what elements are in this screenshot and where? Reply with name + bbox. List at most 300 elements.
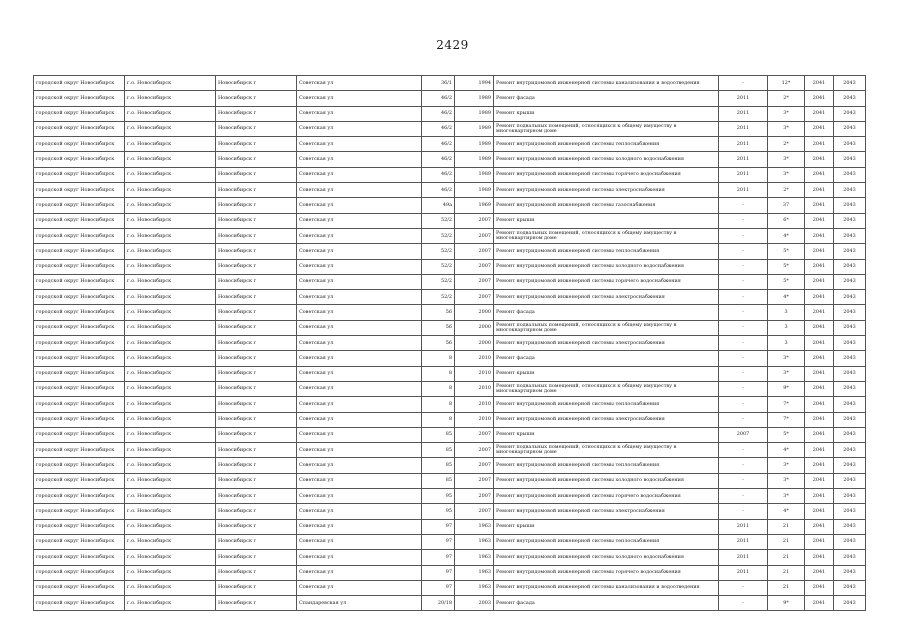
municipality-cell: городской округ Новосибирск bbox=[34, 137, 125, 152]
district-cell: г.о. Новосибирск bbox=[125, 167, 216, 182]
municipality-cell: городской округ Новосибирск bbox=[34, 366, 125, 381]
last-repair-cell: - bbox=[719, 443, 768, 458]
city-cell: Новосибирск г bbox=[216, 458, 297, 473]
plan-start-cell: 2041 bbox=[805, 397, 834, 412]
municipality-cell: городской округ Новосибирск bbox=[34, 290, 125, 305]
district-cell: г.о. Новосибирск bbox=[125, 565, 216, 580]
municipality-cell: городской округ Новосибирск bbox=[34, 320, 125, 335]
street-cell: Советская ул bbox=[297, 366, 422, 381]
street-cell: Советская ул bbox=[297, 213, 422, 228]
table-row bbox=[34, 489, 866, 504]
street-cell: Советская ул bbox=[297, 198, 422, 213]
wear-cell: 5* bbox=[768, 274, 805, 289]
district-cell: г.о. Новосибирск bbox=[125, 458, 216, 473]
street-cell: Советская ул bbox=[297, 397, 422, 412]
plan-end-cell: 2043 bbox=[834, 91, 866, 106]
table-body bbox=[34, 76, 866, 611]
plan-end-cell: 2043 bbox=[834, 121, 866, 136]
plan-end-cell: 2043 bbox=[834, 473, 866, 488]
house-cell: 46/2 bbox=[422, 167, 455, 182]
last-repair-cell: - bbox=[719, 381, 768, 396]
district-cell: г.о. Новосибирск bbox=[125, 489, 216, 504]
district-cell: г.о. Новосибирск bbox=[125, 336, 216, 351]
wear-cell: 21 bbox=[768, 534, 805, 549]
municipality-cell: городской округ Новосибирск bbox=[34, 489, 125, 504]
plan-start-cell: 2041 bbox=[805, 121, 834, 136]
year-built-cell: 2010 bbox=[455, 351, 494, 366]
house-cell: 97 bbox=[422, 519, 455, 534]
house-cell: 46/2 bbox=[422, 91, 455, 106]
city-cell: Новосибирск г bbox=[216, 167, 297, 182]
municipality-cell: городской округ Новосибирск bbox=[34, 259, 125, 274]
plan-end-cell: 2043 bbox=[834, 458, 866, 473]
wear-cell: 21 bbox=[768, 550, 805, 565]
city-cell: Новосибирск г bbox=[216, 397, 297, 412]
city-cell: Новосибирск г bbox=[216, 443, 297, 458]
wear-cell: 3* bbox=[768, 167, 805, 182]
last-repair-cell: - bbox=[719, 458, 768, 473]
table-row bbox=[34, 320, 866, 335]
municipality-cell: городской округ Новосибирск bbox=[34, 519, 125, 534]
city-cell: Новосибирск г bbox=[216, 183, 297, 198]
last-repair-cell: 2011 bbox=[719, 534, 768, 549]
plan-start-cell: 2041 bbox=[805, 76, 834, 91]
last-repair-cell: - bbox=[719, 366, 768, 381]
plan-start-cell: 2041 bbox=[805, 198, 834, 213]
last-repair-cell: - bbox=[719, 351, 768, 366]
district-cell: г.о. Новосибирск bbox=[125, 274, 216, 289]
district-cell: г.о. Новосибирск bbox=[125, 443, 216, 458]
city-cell: Новосибирск г bbox=[216, 274, 297, 289]
street-cell: Советская ул bbox=[297, 351, 422, 366]
year-built-cell: 2010 bbox=[455, 381, 494, 396]
plan-start-cell: 2041 bbox=[805, 228, 834, 243]
work-type-cell: Ремонт внутридомовой инженерной системы электроснабжения bbox=[494, 336, 719, 351]
street-cell: Советская ул bbox=[297, 259, 422, 274]
municipality-cell: городской округ Новосибирск bbox=[34, 427, 125, 442]
table-row bbox=[34, 412, 866, 427]
work-type-cell: Ремонт фасада bbox=[494, 596, 719, 611]
plan-start-cell: 2041 bbox=[805, 167, 834, 182]
wear-cell: 21 bbox=[768, 519, 805, 534]
last-repair-cell: - bbox=[719, 259, 768, 274]
work-type-cell: Ремонт внутридомовой инженерной системы холодного водоснабжения bbox=[494, 152, 719, 167]
wear-cell: 21 bbox=[768, 580, 805, 595]
wear-cell: 3* bbox=[768, 458, 805, 473]
city-cell: Новосибирск г bbox=[216, 121, 297, 136]
district-cell: г.о. Новосибирск bbox=[125, 320, 216, 335]
wear-cell: 9* bbox=[768, 596, 805, 611]
work-type-cell: Ремонт внутридомовой инженерной системы канализования и водоотведения bbox=[494, 76, 719, 91]
table-row bbox=[34, 290, 866, 305]
plan-start-cell: 2041 bbox=[805, 534, 834, 549]
house-cell: 46/2 bbox=[422, 121, 455, 136]
wear-cell: 3* bbox=[768, 351, 805, 366]
work-type-cell: Ремонт внутридомовой инженерной системы теплоснабжения bbox=[494, 458, 719, 473]
last-repair-cell: - bbox=[719, 336, 768, 351]
work-type-cell: Ремонт крыши bbox=[494, 519, 719, 534]
house-cell: 8 bbox=[422, 381, 455, 396]
city-cell: Новосибирск г bbox=[216, 580, 297, 595]
plan-start-cell: 2041 bbox=[805, 412, 834, 427]
year-built-cell: 2007 bbox=[455, 458, 494, 473]
plan-start-cell: 2041 bbox=[805, 259, 834, 274]
district-cell: г.о. Новосибирск bbox=[125, 137, 216, 152]
house-cell: 8 bbox=[422, 412, 455, 427]
work-type-cell: Ремонт крыши bbox=[494, 427, 719, 442]
last-repair-cell: - bbox=[719, 412, 768, 427]
plan-end-cell: 2043 bbox=[834, 76, 866, 91]
city-cell: Новосибирск г bbox=[216, 504, 297, 519]
street-cell: Советская ул bbox=[297, 76, 422, 91]
last-repair-cell: 2011 bbox=[719, 106, 768, 121]
plan-end-cell: 2043 bbox=[834, 596, 866, 611]
table-row bbox=[34, 381, 866, 396]
plan-start-cell: 2041 bbox=[805, 320, 834, 335]
year-built-cell: 2007 bbox=[455, 489, 494, 504]
last-repair-cell: - bbox=[719, 274, 768, 289]
municipality-cell: городской округ Новосибирск bbox=[34, 534, 125, 549]
table-row bbox=[34, 427, 866, 442]
year-built-cell: 1989 bbox=[455, 137, 494, 152]
wear-cell: 4* bbox=[768, 228, 805, 243]
plan-start-cell: 2041 bbox=[805, 213, 834, 228]
work-type-cell: Ремонт фасада bbox=[494, 305, 719, 320]
table-row bbox=[34, 504, 866, 519]
district-cell: г.о. Новосибирск bbox=[125, 550, 216, 565]
work-type-cell: Ремонт внутридомовой инженерной системы электроснабжения bbox=[494, 183, 719, 198]
municipality-cell: городской округ Новосибирск bbox=[34, 381, 125, 396]
house-cell: 20/18 bbox=[422, 596, 455, 611]
wear-cell: 5* bbox=[768, 427, 805, 442]
municipality-cell: городской округ Новосибирск bbox=[34, 336, 125, 351]
year-built-cell: 2007 bbox=[455, 443, 494, 458]
plan-end-cell: 2043 bbox=[834, 534, 866, 549]
plan-start-cell: 2041 bbox=[805, 565, 834, 580]
plan-start-cell: 2041 bbox=[805, 580, 834, 595]
wear-cell: 5* bbox=[768, 244, 805, 259]
district-cell: г.о. Новосибирск bbox=[125, 305, 216, 320]
house-cell: 85 bbox=[422, 443, 455, 458]
table-row bbox=[34, 121, 866, 136]
work-type-cell: Ремонт внутридомовой инженерной системы электроснабжения bbox=[494, 290, 719, 305]
house-cell: 97 bbox=[422, 534, 455, 549]
year-built-cell: 2000 bbox=[455, 336, 494, 351]
street-cell: Советская ул bbox=[297, 228, 422, 243]
street-cell: Советская ул bbox=[297, 381, 422, 396]
year-built-cell: 1963 bbox=[455, 565, 494, 580]
last-repair-cell: - bbox=[719, 244, 768, 259]
table-row bbox=[34, 565, 866, 580]
work-type-cell: Ремонт крыши bbox=[494, 366, 719, 381]
plan-end-cell: 2043 bbox=[834, 183, 866, 198]
wear-cell: 2* bbox=[768, 91, 805, 106]
city-cell: Новосибирск г bbox=[216, 228, 297, 243]
table-row bbox=[34, 443, 866, 458]
table-row bbox=[34, 259, 866, 274]
street-cell: Советская ул bbox=[297, 443, 422, 458]
plan-end-cell: 2043 bbox=[834, 351, 866, 366]
work-type-cell: Ремонт внутридомовой инженерной системы теплоснабжения bbox=[494, 397, 719, 412]
wear-cell: 7* bbox=[768, 412, 805, 427]
plan-end-cell: 2043 bbox=[834, 198, 866, 213]
plan-end-cell: 2043 bbox=[834, 137, 866, 152]
last-repair-cell: - bbox=[719, 489, 768, 504]
plan-start-cell: 2041 bbox=[805, 381, 834, 396]
work-type-cell: Ремонт фасада bbox=[494, 351, 719, 366]
plan-end-cell: 2043 bbox=[834, 489, 866, 504]
city-cell: Новосибирск г bbox=[216, 137, 297, 152]
city-cell: Новосибирск г bbox=[216, 351, 297, 366]
plan-start-cell: 2041 bbox=[805, 550, 834, 565]
municipality-cell: городской округ Новосибирск bbox=[34, 458, 125, 473]
year-built-cell: 2010 bbox=[455, 366, 494, 381]
street-cell: Советская ул bbox=[297, 565, 422, 580]
wear-cell: 3* bbox=[768, 473, 805, 488]
city-cell: Новосибирск г bbox=[216, 596, 297, 611]
wear-cell: 3* bbox=[768, 489, 805, 504]
district-cell: г.о. Новосибирск bbox=[125, 121, 216, 136]
plan-start-cell: 2041 bbox=[805, 351, 834, 366]
table-row bbox=[34, 274, 866, 289]
municipality-cell: городской округ Новосибирск bbox=[34, 152, 125, 167]
district-cell: г.о. Новосибирск bbox=[125, 519, 216, 534]
plan-end-cell: 2043 bbox=[834, 366, 866, 381]
year-built-cell: 1989 bbox=[455, 183, 494, 198]
city-cell: Новосибирск г bbox=[216, 565, 297, 580]
wear-cell: 7* bbox=[768, 397, 805, 412]
table-row bbox=[34, 183, 866, 198]
district-cell: г.о. Новосибирск bbox=[125, 183, 216, 198]
street-cell: Советская ул bbox=[297, 183, 422, 198]
street-cell: Советская ул bbox=[297, 244, 422, 259]
street-cell: Советская ул bbox=[297, 152, 422, 167]
city-cell: Новосибирск г bbox=[216, 473, 297, 488]
plan-end-cell: 2043 bbox=[834, 565, 866, 580]
plan-start-cell: 2041 bbox=[805, 596, 834, 611]
street-cell: Советская ул bbox=[297, 305, 422, 320]
municipality-cell: городской округ Новосибирск bbox=[34, 244, 125, 259]
wear-cell: 12* bbox=[768, 76, 805, 91]
table-row bbox=[34, 580, 866, 595]
plan-end-cell: 2043 bbox=[834, 412, 866, 427]
last-repair-cell: 2011 bbox=[719, 137, 768, 152]
year-built-cell: 1989 bbox=[455, 167, 494, 182]
year-built-cell: 2007 bbox=[455, 213, 494, 228]
plan-end-cell: 2043 bbox=[834, 167, 866, 182]
city-cell: Новосибирск г bbox=[216, 519, 297, 534]
year-built-cell: 1989 bbox=[455, 106, 494, 121]
city-cell: Новосибирск г bbox=[216, 412, 297, 427]
plan-end-cell: 2043 bbox=[834, 228, 866, 243]
plan-start-cell: 2041 bbox=[805, 336, 834, 351]
plan-end-cell: 2043 bbox=[834, 580, 866, 595]
district-cell: г.о. Новосибирск bbox=[125, 91, 216, 106]
district-cell: г.о. Новосибирск bbox=[125, 596, 216, 611]
work-type-cell: Ремонт внутридомовой инженерной системы теплоснабжения bbox=[494, 534, 719, 549]
district-cell: г.о. Новосибирск bbox=[125, 534, 216, 549]
plan-start-cell: 2041 bbox=[805, 443, 834, 458]
city-cell: Новосибирск г bbox=[216, 290, 297, 305]
plan-end-cell: 2043 bbox=[834, 381, 866, 396]
table-row bbox=[34, 366, 866, 381]
plan-end-cell: 2043 bbox=[834, 550, 866, 565]
district-cell: г.о. Новосибирск bbox=[125, 198, 216, 213]
year-built-cell: 2007 bbox=[455, 228, 494, 243]
table-row bbox=[34, 76, 866, 91]
last-repair-cell: - bbox=[719, 320, 768, 335]
street-cell: Советская ул bbox=[297, 290, 422, 305]
house-cell: 46/2 bbox=[422, 183, 455, 198]
wear-cell: 3 bbox=[768, 336, 805, 351]
wear-cell: 4* bbox=[768, 290, 805, 305]
year-built-cell: 1989 bbox=[455, 152, 494, 167]
year-built-cell: 2007 bbox=[455, 290, 494, 305]
street-cell: Советская ул bbox=[297, 580, 422, 595]
municipality-cell: городской округ Новосибирск bbox=[34, 305, 125, 320]
table-row bbox=[34, 152, 866, 167]
municipality-cell: городской округ Новосибирск bbox=[34, 213, 125, 228]
city-cell: Новосибирск г bbox=[216, 534, 297, 549]
year-built-cell: 1994 bbox=[455, 76, 494, 91]
street-cell: Советская ул bbox=[297, 412, 422, 427]
street-cell: Советская ул bbox=[297, 427, 422, 442]
house-cell: 52/2 bbox=[422, 259, 455, 274]
wear-cell: 4* bbox=[768, 504, 805, 519]
plan-end-cell: 2043 bbox=[834, 336, 866, 351]
house-cell: 52/2 bbox=[422, 274, 455, 289]
city-cell: Новосибирск г bbox=[216, 213, 297, 228]
plan-start-cell: 2041 bbox=[805, 489, 834, 504]
work-type-cell: Ремонт внутридомовой инженерной системы электроснабжения bbox=[494, 412, 719, 427]
year-built-cell: 1963 bbox=[455, 580, 494, 595]
house-cell: 56 bbox=[422, 305, 455, 320]
municipality-cell: городской округ Новосибирск bbox=[34, 91, 125, 106]
plan-end-cell: 2043 bbox=[834, 397, 866, 412]
plan-start-cell: 2041 bbox=[805, 91, 834, 106]
house-cell: 52/2 bbox=[422, 290, 455, 305]
year-built-cell: 1989 bbox=[455, 91, 494, 106]
plan-end-cell: 2043 bbox=[834, 259, 866, 274]
last-repair-cell: - bbox=[719, 290, 768, 305]
last-repair-cell: 2011 bbox=[719, 183, 768, 198]
street-cell: Советская ул bbox=[297, 167, 422, 182]
last-repair-cell: 2011 bbox=[719, 91, 768, 106]
work-type-cell: Ремонт внутридомовой инженерной системы холодного водоснабжения bbox=[494, 259, 719, 274]
table-row bbox=[34, 397, 866, 412]
last-repair-cell: - bbox=[719, 305, 768, 320]
work-type-cell: Ремонт подвальных помещений, относящихся к общему имуществу в многоквартирном доме bbox=[494, 381, 719, 396]
wear-cell: 21 bbox=[768, 565, 805, 580]
municipality-cell: городской округ Новосибирск bbox=[34, 76, 125, 91]
work-type-cell: Ремонт внутридомовой инженерной системы канализования и водоотведения bbox=[494, 580, 719, 595]
year-built-cell: 2003 bbox=[455, 596, 494, 611]
plan-start-cell: 2041 bbox=[805, 274, 834, 289]
municipality-cell: городской округ Новосибирск bbox=[34, 565, 125, 580]
last-repair-cell: - bbox=[719, 76, 768, 91]
house-cell: 8 bbox=[422, 351, 455, 366]
municipality-cell: городской округ Новосибирск bbox=[34, 274, 125, 289]
plan-end-cell: 2043 bbox=[834, 504, 866, 519]
wear-cell: 9* bbox=[768, 381, 805, 396]
house-cell: 85 bbox=[422, 473, 455, 488]
city-cell: Новосибирск г bbox=[216, 152, 297, 167]
district-cell: г.о. Новосибирск bbox=[125, 228, 216, 243]
municipality-cell: городской округ Новосибирск bbox=[34, 183, 125, 198]
work-type-cell: Ремонт подвальных помещений, относящихся к общему имуществу в многоквартирном доме bbox=[494, 228, 719, 243]
district-cell: г.о. Новосибирск bbox=[125, 473, 216, 488]
year-built-cell: 1969 bbox=[455, 198, 494, 213]
year-built-cell: 1963 bbox=[455, 550, 494, 565]
last-repair-cell: 2011 bbox=[719, 565, 768, 580]
wear-cell: 3* bbox=[768, 152, 805, 167]
last-repair-cell: - bbox=[719, 198, 768, 213]
work-type-cell: Ремонт внутридомовой инженерной системы электроснабжения bbox=[494, 504, 719, 519]
plan-start-cell: 2041 bbox=[805, 244, 834, 259]
table-row bbox=[34, 167, 866, 182]
plan-start-cell: 2041 bbox=[805, 473, 834, 488]
year-built-cell: 2007 bbox=[455, 473, 494, 488]
street-cell: Советская ул bbox=[297, 91, 422, 106]
municipality-cell: городской округ Новосибирск bbox=[34, 596, 125, 611]
street-cell: Советская ул bbox=[297, 274, 422, 289]
house-cell: 36/1 bbox=[422, 76, 455, 91]
wear-cell: 3 bbox=[768, 305, 805, 320]
work-type-cell: Ремонт крыши bbox=[494, 106, 719, 121]
plan-end-cell: 2043 bbox=[834, 305, 866, 320]
plan-end-cell: 2043 bbox=[834, 106, 866, 121]
wear-cell: 3* bbox=[768, 106, 805, 121]
last-repair-cell: 2011 bbox=[719, 121, 768, 136]
table-row bbox=[34, 351, 866, 366]
street-cell: Советская ул bbox=[297, 504, 422, 519]
plan-start-cell: 2041 bbox=[805, 504, 834, 519]
house-cell: 85 bbox=[422, 427, 455, 442]
work-type-cell: Ремонт внутридомовой инженерной системы холодного водоснабжения bbox=[494, 473, 719, 488]
street-cell: Советская ул bbox=[297, 106, 422, 121]
last-repair-cell: - bbox=[719, 580, 768, 595]
plan-end-cell: 2043 bbox=[834, 519, 866, 534]
year-built-cell: 2007 bbox=[455, 274, 494, 289]
plan-start-cell: 2041 bbox=[805, 152, 834, 167]
wear-cell: 4* bbox=[768, 443, 805, 458]
work-type-cell: Ремонт внутридомовой инженерной системы горячего водоснабжения bbox=[494, 167, 719, 182]
city-cell: Новосибирск г bbox=[216, 427, 297, 442]
house-cell: 97 bbox=[422, 550, 455, 565]
city-cell: Новосибирск г bbox=[216, 259, 297, 274]
plan-end-cell: 2043 bbox=[834, 244, 866, 259]
year-built-cell: 2007 bbox=[455, 259, 494, 274]
work-type-cell: Ремонт подвальных помещений, относящихся к общему имуществу в многоквартирном доме bbox=[494, 320, 719, 335]
wear-cell: 37 bbox=[768, 198, 805, 213]
city-cell: Новосибирск г bbox=[216, 320, 297, 335]
work-type-cell: Ремонт подвальных помещений, относящихся к общему имуществу в многоквартирном доме bbox=[494, 121, 719, 136]
work-type-cell: Ремонт внутридомовой инженерной системы горячего водоснабжения bbox=[494, 489, 719, 504]
table-row bbox=[34, 458, 866, 473]
house-cell: 46/2 bbox=[422, 106, 455, 121]
wear-cell: 2* bbox=[768, 183, 805, 198]
district-cell: г.о. Новосибирск bbox=[125, 412, 216, 427]
last-repair-cell: 2011 bbox=[719, 152, 768, 167]
district-cell: г.о. Новосибирск bbox=[125, 152, 216, 167]
street-cell: Советская ул bbox=[297, 336, 422, 351]
year-built-cell: 2000 bbox=[455, 320, 494, 335]
last-repair-cell: 2011 bbox=[719, 519, 768, 534]
year-built-cell: 1963 bbox=[455, 519, 494, 534]
municipality-cell: городской округ Новосибирск bbox=[34, 106, 125, 121]
last-repair-cell: - bbox=[719, 397, 768, 412]
plan-end-cell: 2043 bbox=[834, 290, 866, 305]
